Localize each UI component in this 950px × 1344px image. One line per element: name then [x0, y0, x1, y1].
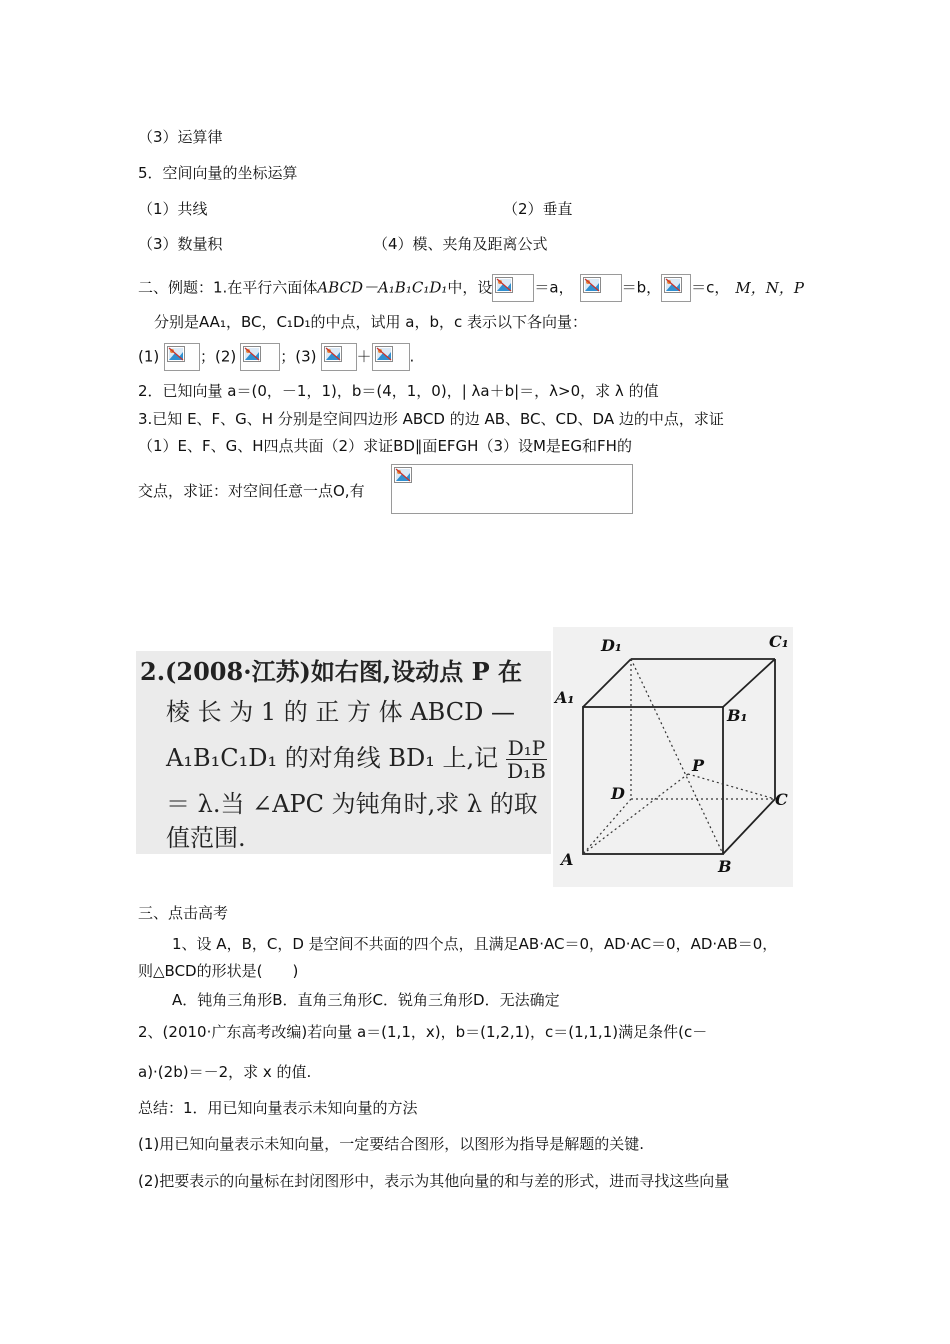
- label-c: C: [775, 790, 788, 809]
- example1-eq-c: ＝c，: [691, 278, 730, 297]
- vector-image-a: [492, 274, 534, 302]
- label-c1: C₁: [769, 632, 789, 651]
- line-yunsuanlv: （3）运算律: [138, 128, 223, 146]
- label-p: P: [692, 756, 705, 775]
- diagonal-d1-b: [631, 659, 723, 854]
- example1-q3: ；(3): [280, 347, 317, 366]
- section3-title: 三、点击高考: [138, 904, 229, 922]
- section3-q1-options: A．钝角三角形B．直角三角形C．锐角三角形D．无法确定: [172, 991, 560, 1009]
- segment-a-p: [583, 774, 688, 854]
- summary-title: 总结：1．用已知向量表示未知向量的方法: [138, 1099, 418, 1117]
- summary-p2: (2)把要表示的向量标在封闭图形中，表示为其他向量的和与差的形式，进而寻找这些向量: [138, 1172, 730, 1190]
- broken-image-icon: [167, 346, 185, 362]
- label-d1: D₁: [601, 636, 622, 655]
- label-a1: A₁: [555, 688, 575, 707]
- cube-figure: [553, 627, 793, 887]
- vector-image-q1: [164, 343, 200, 371]
- label-d: D: [611, 784, 625, 803]
- summary-p1: (1)用已知向量表示未知向量，一定要结合图形，以图形为指导是解题的关键.: [138, 1135, 645, 1153]
- vector-image-formula: [391, 464, 633, 514]
- problem-line5: 值范围.: [166, 824, 246, 852]
- broken-image-icon: [664, 277, 682, 293]
- vector-image-b: [580, 274, 622, 302]
- section3-q1-line2: 则△BCD的形状是( ): [138, 962, 299, 980]
- example1-solid: ABCD－A₁B₁C₁D₁: [317, 278, 448, 297]
- example3-line2: （1）E、F、G、H四点共面（2）求证BD∥面EFGH（3）设M是EG和FH的: [138, 437, 632, 455]
- vector-image-q3a: [321, 343, 357, 371]
- vector-image-c: [661, 274, 691, 302]
- label-a: A: [561, 850, 574, 869]
- problem-text-image: [136, 651, 551, 854]
- segment-p-c: [688, 774, 775, 799]
- broken-image-icon: [243, 346, 261, 362]
- example1-line1: [138, 274, 804, 302]
- problem-line2: 棱 长 为 1 的 正 方 体 ABCD —: [166, 698, 515, 726]
- label-b: B: [718, 857, 732, 876]
- problem-line1: 2.(2008·江苏)如右图,设动点 P 在: [140, 657, 523, 686]
- line-item5: 5．空间向量的坐标运算: [138, 164, 298, 182]
- vector-image-q3b: [372, 343, 410, 371]
- example1-end: .: [409, 347, 415, 366]
- fraction-numerator: D₁P: [507, 736, 546, 760]
- broken-image-icon: [394, 467, 412, 483]
- hidden-edge-d-a: [583, 799, 631, 854]
- cube-front-face: [583, 707, 723, 854]
- edge-c-b: [723, 799, 775, 854]
- example1-line2: 分别是AA₁，BC，C₁D₁的中点，试用 a，b，c 表示以下各向量：: [154, 313, 588, 331]
- example1-eq-a: ＝a，: [534, 278, 574, 297]
- example1-mid: 中，设: [447, 278, 493, 297]
- edge-c1-b1: [723, 659, 775, 707]
- example1-prefix: 二、例题：1.在平行六面体: [138, 278, 318, 297]
- edge-a1-d1: [583, 659, 631, 707]
- example1-plus: ＋: [356, 347, 372, 366]
- problem-fraction: [506, 737, 548, 782]
- line-chuizhi: （2）垂直: [503, 200, 573, 218]
- problem-line3a: A₁B₁C₁D₁ 的对角线 BD₁ 上,记: [166, 744, 499, 772]
- vector-image-q2: [240, 343, 280, 371]
- section3-q1-line1: 1、设 A，B，C，D 是空间不共面的四个点，且满足AB·AC＝0，AD·AC＝0，AD·AB＝0，: [172, 935, 778, 953]
- line-mo: （4）模、夹角及距离公式: [373, 235, 548, 253]
- example1-line3: [138, 343, 414, 371]
- line-gongxian: （1）共线: [138, 200, 208, 218]
- broken-image-icon: [495, 277, 513, 293]
- example1-points: M，N，P: [735, 278, 804, 297]
- problem-line3: [166, 737, 547, 782]
- example3-line3: 交点，求证：对空间任意一点O,有: [138, 482, 365, 500]
- section3-q2-line1: 2、(2010·广东高考改编)若向量 a＝(1,1，x)，b＝(1,2,1)，c＝(1,1,1)满足条件(c－: [138, 1023, 708, 1041]
- example2-line: 2．已知向量 a＝(0，－1，1)，b＝(4，1，0)，| λa＋b|＝，λ>0，求 λ 的值: [138, 382, 659, 400]
- broken-image-icon: [324, 346, 342, 362]
- example1-eq-b: ＝b，: [621, 278, 662, 297]
- example3-line1: 3.已知 E、F、G、H 分别是空间四边形 ABCD 的边 AB、BC、CD、DA 边的中点，求证: [138, 410, 724, 428]
- example1-q2: ；(2): [200, 347, 237, 366]
- cube-diagram: [553, 627, 793, 887]
- problem-line4: ＝ λ.当 ∠APC 为钝角时,求 λ 的取: [166, 790, 538, 818]
- broken-image-icon: [375, 346, 393, 362]
- line-shuliangji: （3）数量积: [138, 235, 223, 253]
- label-b1: B₁: [727, 706, 748, 725]
- section3-q2-line2: a)·(2b)＝－2，求 x 的值.: [138, 1063, 312, 1081]
- fraction-denominator: D₁B: [507, 759, 546, 783]
- example1-q1: (1): [138, 347, 160, 366]
- broken-image-icon: [583, 277, 601, 293]
